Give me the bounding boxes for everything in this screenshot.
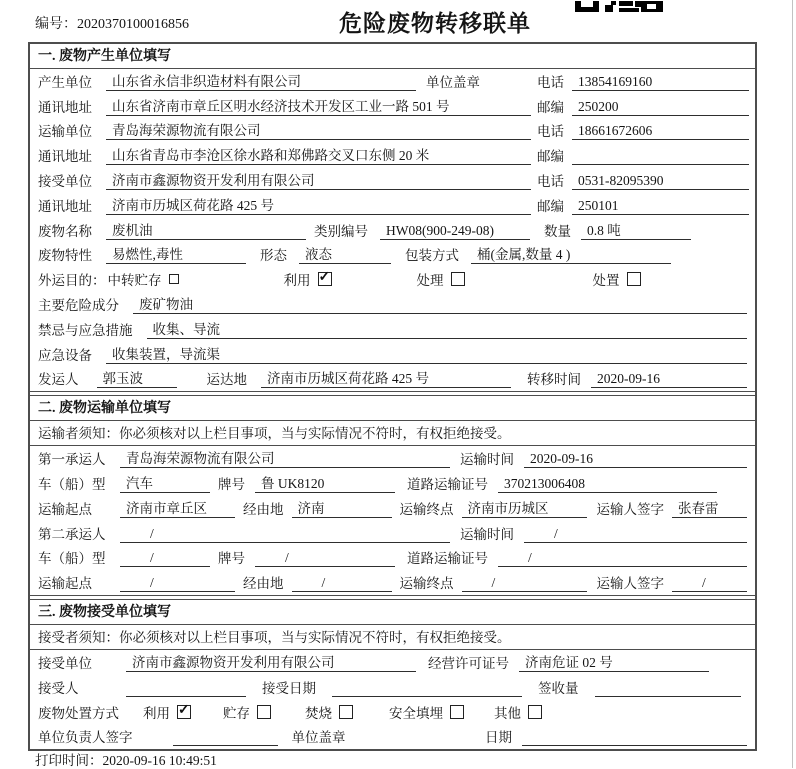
transfer-form-table <box>28 42 757 751</box>
section2-header: 二. 废物运输单位填写 <box>30 396 755 421</box>
road-permit-label: 道路运输证号 <box>407 551 488 567</box>
carrier2-label: 第二承运人 <box>38 526 106 542</box>
address-label: 通讯地址 <box>38 99 92 115</box>
zip-label: 邮编 <box>537 99 564 115</box>
sender-label: 发运人 <box>38 372 79 388</box>
checkbox <box>627 272 641 286</box>
date-label: 日期 <box>485 730 512 746</box>
vehicle-type-value: / <box>120 550 210 567</box>
row-transporter <box>30 119 755 144</box>
accept-date-label: 接受日期 <box>262 680 316 696</box>
origin-label: 运输起点 <box>38 576 92 592</box>
option-label: 中转贮存 <box>107 273 162 289</box>
phone-value: 13854169160 <box>572 74 749 91</box>
section3-header: 三. 废物接受单位填写 <box>30 600 755 625</box>
via-value: 济南 <box>292 497 392 518</box>
road-permit-value: 370213006408 <box>498 476 717 493</box>
checkbox <box>451 272 465 286</box>
transporter-zip-group <box>537 145 749 165</box>
date-value <box>522 729 747 746</box>
transfer-time-label: 转移时间 <box>527 372 581 388</box>
origin-label: 运输起点 <box>38 501 92 517</box>
road-permit-label: 道路运输证号 <box>407 476 488 492</box>
carrier1-value: 青岛海荣源物流有限公司 <box>120 447 450 468</box>
option-label: 安全填埋 <box>389 705 443 721</box>
category-code-value: HW08(900-249-08) <box>380 223 530 240</box>
checkbox <box>528 705 542 719</box>
waste-props-value: 易燃性,毒性 <box>106 243 246 264</box>
packaging-value: 桶(金属,数量 4 ) <box>471 243 671 264</box>
operating-license-label: 经营许可证号 <box>428 655 509 671</box>
transporter-phone-group <box>537 120 749 140</box>
quantity-label: 数量 <box>544 223 571 239</box>
print-time-value: 2020-09-16 10:49:51 <box>102 753 217 768</box>
carrier-sign-label: 运输人签字 <box>596 576 664 592</box>
option-label: 利用 <box>143 705 170 721</box>
receiver-label: 接受单位 <box>38 173 92 189</box>
option-label: 贮存 <box>223 705 250 721</box>
transporter-notice: 运输者须知：你必须核对以上栏目事项，当与实际情况不符时，有权拒绝接受。 <box>30 421 755 446</box>
disposal-option-storage <box>223 702 271 722</box>
vehicle-type-label: 车（船）型 <box>38 476 106 492</box>
row-disposal-method <box>30 700 755 725</box>
row-receiver <box>30 168 755 193</box>
accept-unit-label: 接受单位 <box>38 655 92 671</box>
transporter-label: 运输单位 <box>38 124 92 140</box>
checkbox <box>177 705 191 719</box>
receiver-value: 济南市鑫源物资开发利用有限公司 <box>106 169 531 190</box>
checkbox <box>339 705 353 719</box>
row-transfer-purpose <box>30 267 755 292</box>
page-title: 危险废物转移联单 <box>339 11 531 36</box>
producer-zip-group <box>537 96 749 116</box>
row-hazard-components <box>30 292 755 317</box>
phone-value: 18661672606 <box>572 123 749 140</box>
vehicle-type-value: 汽车 <box>120 472 210 493</box>
origin-value: / <box>120 575 235 592</box>
via-label: 经由地 <box>243 576 284 592</box>
phone-label: 电话 <box>537 74 564 90</box>
option-label: 处置 <box>592 273 620 289</box>
disposal-option-other <box>494 702 542 722</box>
signed-quantity-label: 签收量 <box>538 680 579 696</box>
row-producer-address <box>30 94 755 119</box>
row-responsible-sign <box>30 725 755 750</box>
row-carrier1 <box>30 446 755 471</box>
signed-quantity-value <box>595 680 742 697</box>
road-permit-value: / <box>498 550 747 567</box>
row-producer <box>30 69 755 94</box>
print-time-label: 打印时间： <box>35 753 103 768</box>
carrier2-value: / <box>120 526 450 543</box>
print-time <box>35 749 217 769</box>
receiver-zip-group <box>537 195 749 215</box>
waste-props-label: 废物特性 <box>38 248 92 264</box>
endpoint-label: 运输终点 <box>399 501 454 517</box>
row-transporter-address <box>30 143 755 168</box>
purpose-option-dispose <box>593 269 641 289</box>
origin-value: 济南市章丘区 <box>120 497 235 518</box>
form-label: 形态 <box>260 248 287 264</box>
taboo-value: 收集、导流 <box>147 318 748 339</box>
row-taboo-measures <box>30 317 755 342</box>
disposal-option-utilize <box>143 702 191 722</box>
receiver-notice: 接受者须知：你必须核对以上栏目事项，当与实际情况不符时，有权拒绝接受。 <box>30 625 755 650</box>
row-carrier2 <box>30 521 755 546</box>
row-vehicle1 <box>30 471 755 496</box>
destination-label: 运达地 <box>206 372 247 388</box>
waste-name-label: 废物名称 <box>38 223 92 239</box>
purpose-option-utilize <box>284 269 332 289</box>
transport-time-value: / <box>524 526 747 543</box>
disposal-option-landfill <box>389 702 464 722</box>
row-accept-unit <box>30 650 755 675</box>
zip-value: 250101 <box>572 198 749 215</box>
sender-value: 郭玉波 <box>97 367 177 388</box>
responsible-sign-value <box>173 729 278 746</box>
transport-time-label: 运输时间 <box>460 526 514 542</box>
disposal-label: 废物处置方式 <box>38 705 119 721</box>
plate-label: 牌号 <box>218 476 245 492</box>
option-label: 其他 <box>494 705 521 721</box>
hazard-value: 废矿物油 <box>133 293 747 314</box>
destination-value: 济南市历城区荷花路 425 号 <box>261 367 511 388</box>
vehicle-type-label: 车（船）型 <box>38 551 106 567</box>
carrier-sign-value: / <box>672 575 747 592</box>
checkbox <box>318 272 332 286</box>
via-label: 经由地 <box>243 501 284 517</box>
option-label: 处理 <box>416 273 444 289</box>
endpoint-value: / <box>462 575 587 592</box>
unit-seal-label: 单位盖章 <box>426 74 480 90</box>
qr-code-fragment <box>575 0 665 16</box>
equipment-label: 应急设备 <box>38 347 92 363</box>
purpose-option-treat <box>417 269 465 289</box>
row-route2 <box>30 570 755 595</box>
address-label: 通讯地址 <box>38 149 92 165</box>
checkbox <box>450 705 464 719</box>
address-value: 济南市历城区荷花路 425 号 <box>106 194 531 215</box>
checkbox <box>257 705 271 719</box>
zip-value <box>572 148 749 165</box>
receiver-phone-group <box>537 170 749 190</box>
accept-person-value <box>126 680 246 697</box>
address-label: 通讯地址 <box>38 198 92 214</box>
packaging-label: 包装方式 <box>405 248 459 264</box>
accept-date-value <box>332 680 522 697</box>
transport-time-label: 运输时间 <box>460 452 514 468</box>
endpoint-label: 运输终点 <box>399 576 454 592</box>
unit-seal-label: 单位盖章 <box>291 730 346 746</box>
transporter-value: 青岛海荣源物流有限公司 <box>106 119 531 140</box>
option-label: 利用 <box>283 273 311 289</box>
plate-value: / <box>255 550 395 567</box>
waste-name-value: 废机油 <box>106 219 306 240</box>
accept-unit-value: 济南市鑫源物资开发利用有限公司 <box>126 651 416 672</box>
row-waste-name <box>30 218 755 243</box>
producer-label: 产生单位 <box>38 74 92 90</box>
category-code-label: 类别编号 <box>314 223 368 239</box>
zip-label: 邮编 <box>537 198 564 214</box>
zip-label: 邮编 <box>537 149 564 165</box>
serial-value: 2020370100016856 <box>77 17 189 32</box>
disposal-option-incinerate <box>305 702 353 722</box>
row-route1 <box>30 496 755 521</box>
section1-header: 一. 废物产生单位填写 <box>30 44 755 69</box>
row-emergency-equipment <box>30 342 755 367</box>
page-edge-line <box>792 0 793 768</box>
row-vehicle2 <box>30 546 755 571</box>
carrier-sign-label: 运输人签字 <box>596 501 664 517</box>
document-header <box>0 0 796 42</box>
transfer-time-value: 2020-09-16 <box>591 371 747 388</box>
producer-value: 山东省永信非织造材料有限公司 <box>106 70 416 91</box>
responsible-sign-label: 单位负责人签字 <box>38 730 133 746</box>
zip-value: 250200 <box>572 99 749 116</box>
phone-label: 电话 <box>537 173 564 189</box>
option-label: 焚烧 <box>305 705 332 721</box>
hazard-label: 主要危险成分 <box>38 297 119 313</box>
row-receiver-address <box>30 193 755 218</box>
quantity-value: 0.8 吨 <box>581 219 691 240</box>
endpoint-value: 济南市历城区 <box>462 497 587 518</box>
row-waste-props <box>30 243 755 268</box>
operating-license-value: 济南危证 02 号 <box>519 651 709 672</box>
checkbox <box>169 274 179 284</box>
purpose-option-transfer-storage <box>108 269 179 289</box>
via-value: / <box>292 575 392 592</box>
form-value: 液态 <box>299 243 391 264</box>
row-acceptance <box>30 675 755 700</box>
serial-label: 编号： <box>35 17 77 32</box>
address-value: 山东省济南市章丘区明水经济技术开发区工业一路 501 号 <box>106 95 531 116</box>
transport-time-value: 2020-09-16 <box>524 451 747 468</box>
producer-phone-group <box>537 71 749 91</box>
phone-value: 0531-82095390 <box>572 173 749 190</box>
purpose-label: 外运目的： <box>38 273 106 289</box>
row-dispatch <box>30 367 755 392</box>
plate-value: 鲁 UK8120 <box>255 472 395 493</box>
address-value: 山东省青岛市李沧区徐水路和郑佛路交叉口东侧 20 米 <box>106 144 531 165</box>
equipment-value: 收集装置，导流渠 <box>106 343 747 364</box>
taboo-label: 禁忌与应急措施 <box>38 322 133 338</box>
carrier-sign-value: 张春雷 <box>672 497 747 518</box>
phone-label: 电话 <box>537 124 564 140</box>
accept-person-label: 接受人 <box>38 680 79 696</box>
carrier1-label: 第一承运人 <box>38 452 106 468</box>
plate-label: 牌号 <box>218 551 245 567</box>
